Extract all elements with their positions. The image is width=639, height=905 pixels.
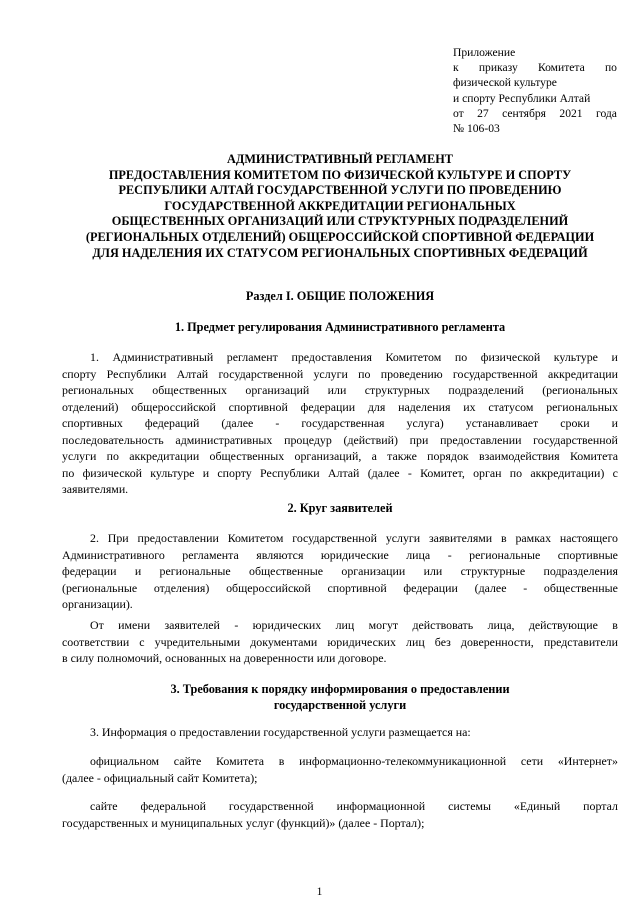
word: государственная <box>301 416 385 430</box>
word: заявителями <box>428 531 493 545</box>
text-line <box>62 753 618 770</box>
word: организаций <box>245 383 310 397</box>
word: Комитета <box>537 61 585 75</box>
word: действовать <box>412 618 474 632</box>
word: Алтай <box>327 465 360 480</box>
word: системы <box>448 799 491 813</box>
word: без <box>434 634 451 649</box>
word: физической <box>82 465 143 480</box>
word: информационно-телекоммуникационной <box>299 754 507 768</box>
word: федерации <box>62 564 117 578</box>
word: года <box>595 106 617 120</box>
word: федерации <box>300 399 356 414</box>
text-line <box>62 465 618 482</box>
appendix-line: физической культуре <box>453 76 557 90</box>
word: общероссийской <box>226 580 311 595</box>
word: - <box>407 465 412 480</box>
word: (далее <box>474 580 507 595</box>
word: отделений) <box>62 399 119 414</box>
paragraph-4 <box>62 724 618 741</box>
text-line <box>62 530 618 547</box>
appendix-line: Приложение <box>453 46 516 59</box>
word: Комитета <box>569 449 618 463</box>
word: - <box>523 580 528 595</box>
word: в <box>612 618 618 632</box>
word: с <box>139 634 145 649</box>
paragraph-2 <box>62 530 618 613</box>
word: культуре <box>150 465 195 480</box>
text-line <box>62 563 618 580</box>
text-line: организации). <box>62 597 133 611</box>
text-line: (далее - официальный сайт Комитета); <box>62 770 258 785</box>
text-line: в силу полномочий, основанных на доверенности или договоре. <box>62 651 387 665</box>
subsection-heading <box>60 501 620 517</box>
word: в <box>501 531 507 545</box>
word: информационной <box>336 799 426 813</box>
word: предоставления <box>291 350 372 364</box>
word: федераций <box>144 416 200 430</box>
word: и <box>134 564 142 578</box>
word: юридических <box>327 634 396 649</box>
subsection-heading-text: 1. Предмет регулирования Административного регламента <box>174 320 506 334</box>
word: - <box>275 416 280 430</box>
word: «Интернет» <box>557 754 618 768</box>
word: административных <box>175 432 273 447</box>
word: аккредитации <box>129 449 200 463</box>
word: регламент <box>226 350 278 364</box>
text-line <box>62 366 618 383</box>
word: Комитетом <box>227 531 284 545</box>
word: по <box>358 366 371 381</box>
word: устанавливает <box>465 416 539 430</box>
word: региональных <box>62 383 134 397</box>
word: представители <box>543 634 618 649</box>
word: или <box>327 383 347 397</box>
title-line: РЕСПУБЛИКИ АЛТАЙ ГОСУДАРСТВЕННОЙ УСЛУГИ ПО ПРОВЕДЕНИЮ <box>118 183 562 198</box>
word: спорту <box>217 465 252 480</box>
word: аккредитации) <box>530 465 605 480</box>
title-line: ГОСУДАРСТВЕННОЙ АККРЕДИТАЦИИ РЕГИОНАЛЬНЫХ <box>164 198 516 213</box>
word: региональные <box>159 564 231 578</box>
document-title <box>60 152 620 261</box>
word: лица <box>406 547 431 562</box>
word: услуга) <box>406 416 444 430</box>
text-line: государственных и муниципальных услуг (функций)» (далее - Портал); <box>62 815 425 830</box>
word: и <box>611 350 618 364</box>
text-line <box>62 580 618 597</box>
word: сайте <box>90 799 118 813</box>
word: При <box>107 531 129 545</box>
word: общественные <box>249 564 324 578</box>
word: общественные <box>543 580 618 595</box>
word: общероссийской <box>131 399 216 414</box>
word: (далее <box>221 416 254 430</box>
word: учредительными <box>154 634 241 649</box>
word: а <box>371 449 377 463</box>
word: - <box>234 618 239 632</box>
word: настоящего <box>559 531 618 545</box>
word: рамках <box>515 531 552 545</box>
word: спортивных <box>62 416 123 430</box>
text-line <box>62 399 618 416</box>
word: общественных <box>209 449 285 463</box>
text-line <box>62 382 618 399</box>
word: региональных <box>546 399 618 414</box>
text-line <box>62 448 618 465</box>
word: являются <box>256 547 304 562</box>
word: предоставлении <box>137 531 219 545</box>
word: портал <box>583 799 618 813</box>
word: и <box>611 416 618 430</box>
word: 1. <box>90 350 99 364</box>
word: услуги <box>385 531 421 545</box>
word: статусом <box>488 399 534 414</box>
word: лиц <box>406 634 425 649</box>
word: Алтай <box>176 366 209 381</box>
word: сроки <box>560 416 590 430</box>
word: структурные <box>460 564 526 578</box>
title-line: ОБЩЕСТВЕННЫХ ОРГАНИЗАЦИЙ ИЛИ СТРУКТУРНЫХ ПОДРАЗДЕЛЕНИЙ <box>111 214 569 229</box>
text-line <box>62 634 618 651</box>
word: Республики <box>260 465 320 480</box>
word: по <box>509 465 523 480</box>
word: Комитет, <box>420 465 465 480</box>
word: региональные <box>469 547 541 562</box>
text-line: 3. Информация о предоставлении государственной услуги размещается на: <box>90 725 471 739</box>
word: 27 <box>477 106 489 120</box>
section-heading-text: Раздел I. ОБЩИЕ ПОЛОЖЕНИЯ <box>245 289 435 303</box>
word: подразделения <box>543 564 618 578</box>
word: по <box>106 449 119 463</box>
word: юридические <box>320 547 389 562</box>
word: (региональных <box>542 383 618 397</box>
subsection-heading <box>60 320 620 336</box>
word: структурных <box>364 383 430 397</box>
word: лиц <box>335 618 355 632</box>
word: культуре <box>553 350 598 364</box>
word: юридических <box>252 618 322 632</box>
word: наделения <box>398 399 451 414</box>
text-line <box>62 432 618 449</box>
word: - <box>447 547 452 562</box>
word: Административного <box>62 547 165 562</box>
word: последовательность <box>62 432 164 447</box>
appendix-line: № 106-03 <box>453 122 500 136</box>
paragraph-6 <box>62 798 618 831</box>
subsection-heading-text: государственной услуги <box>273 697 407 712</box>
subsection-heading <box>60 682 620 713</box>
word: и <box>202 465 210 480</box>
word: государственной <box>533 432 618 447</box>
word: действующие <box>528 618 598 632</box>
word: организации <box>341 564 406 578</box>
word: (далее <box>367 465 400 480</box>
word: проведению <box>380 366 443 381</box>
word: по <box>604 61 617 75</box>
word: сайте <box>173 754 202 768</box>
word: к <box>453 61 459 75</box>
word: подразделений <box>448 383 524 397</box>
word: федеральной <box>140 799 206 813</box>
word: документами <box>250 634 318 649</box>
word: спорту <box>62 366 97 381</box>
word: (действий) <box>343 432 398 447</box>
word: могут <box>368 618 399 632</box>
word: спортивной <box>228 399 288 414</box>
page-number: 1 <box>316 886 323 898</box>
word: лица, <box>487 618 515 632</box>
paragraph-3 <box>62 617 618 667</box>
paragraph-5 <box>62 753 618 786</box>
word: организаций, <box>294 449 362 463</box>
word: сентября <box>502 106 547 120</box>
word: Комитетом <box>385 350 442 364</box>
paragraph-1 <box>62 349 618 498</box>
text-line <box>62 415 618 432</box>
word: государственной <box>292 531 377 545</box>
word: процедур <box>284 432 332 447</box>
word: регламента <box>182 547 239 562</box>
word: взаимодействия <box>478 449 560 463</box>
word: от <box>453 106 464 120</box>
word: по <box>454 350 468 364</box>
section-heading <box>60 289 620 305</box>
title-line: АДМИНИСТРАТИВНЫЙ РЕГЛАМЕНТ <box>226 152 453 166</box>
word: государственной <box>452 366 538 381</box>
word: аккредитации <box>547 366 618 381</box>
title-line: (РЕГИОНАЛЬНЫХ ОТДЕЛЕНИЙ) ОБЩЕРОССИЙСКОЙ СПОРТИВНОЙ ФЕДЕРАЦИИ <box>85 229 595 244</box>
word: услуги <box>313 366 348 381</box>
word: сети <box>520 754 544 768</box>
word: приказу <box>478 61 518 75</box>
word: в <box>278 754 285 768</box>
word: по <box>62 465 75 480</box>
word: предоставлении <box>440 432 522 447</box>
word: спортивные <box>557 547 618 562</box>
word: имени <box>118 618 151 632</box>
word: для <box>367 399 386 414</box>
appendix-line <box>453 60 617 75</box>
word: услуги <box>62 449 97 463</box>
word: государственной <box>228 799 314 813</box>
word: с <box>612 465 618 480</box>
word: государственной <box>218 366 304 381</box>
word: соответствии <box>62 634 130 649</box>
word: (региональные <box>62 580 138 595</box>
word: отделения) <box>153 580 210 595</box>
word: заявителей <box>164 618 220 632</box>
text-line <box>62 798 618 815</box>
text-line <box>62 349 618 366</box>
text-line: заявителями. <box>62 482 129 496</box>
word: орган <box>473 465 502 480</box>
appendix-line <box>453 106 617 121</box>
word: спортивной <box>327 580 387 595</box>
word: доверенности, <box>460 634 534 649</box>
title-line: ДЛЯ НАДЕЛЕНИЯ ИХ СТАТУСОМ РЕГИОНАЛЬНЫХ СПОРТИВНЫХ ФЕДЕРАЦИЙ <box>92 245 588 260</box>
word: Комитета <box>216 754 265 768</box>
word: также <box>387 449 417 463</box>
text-line <box>62 617 618 634</box>
subsection-heading-text: 3. Требования к порядку информирования о предоставлении <box>170 682 510 696</box>
appendix-line: и спорту Республики Алтай <box>453 91 591 105</box>
word: физической <box>480 350 541 364</box>
word: федерации <box>403 580 458 595</box>
text-line <box>62 547 618 564</box>
word: От <box>90 618 104 632</box>
word: при <box>409 432 429 447</box>
appendix-header <box>453 45 617 136</box>
word: или <box>423 564 443 578</box>
word: общественных <box>152 383 227 397</box>
word: Административный <box>112 350 214 364</box>
word: порядок <box>427 449 469 463</box>
title-line: ПРЕДОСТАВЛЕНИЯ КОМИТЕТОМ ПО ФИЗИЧЕСКОЙ КУЛЬТУРЕ И СПОРТУ <box>108 167 572 182</box>
subsection-heading-text: 2. Круг заявителей <box>287 501 393 515</box>
word: Республики <box>106 366 167 381</box>
word: их <box>463 399 476 414</box>
word: 2021 <box>559 106 583 120</box>
word: «Единый <box>513 799 561 813</box>
word: 2. <box>90 531 99 545</box>
word: официальном <box>90 754 160 768</box>
